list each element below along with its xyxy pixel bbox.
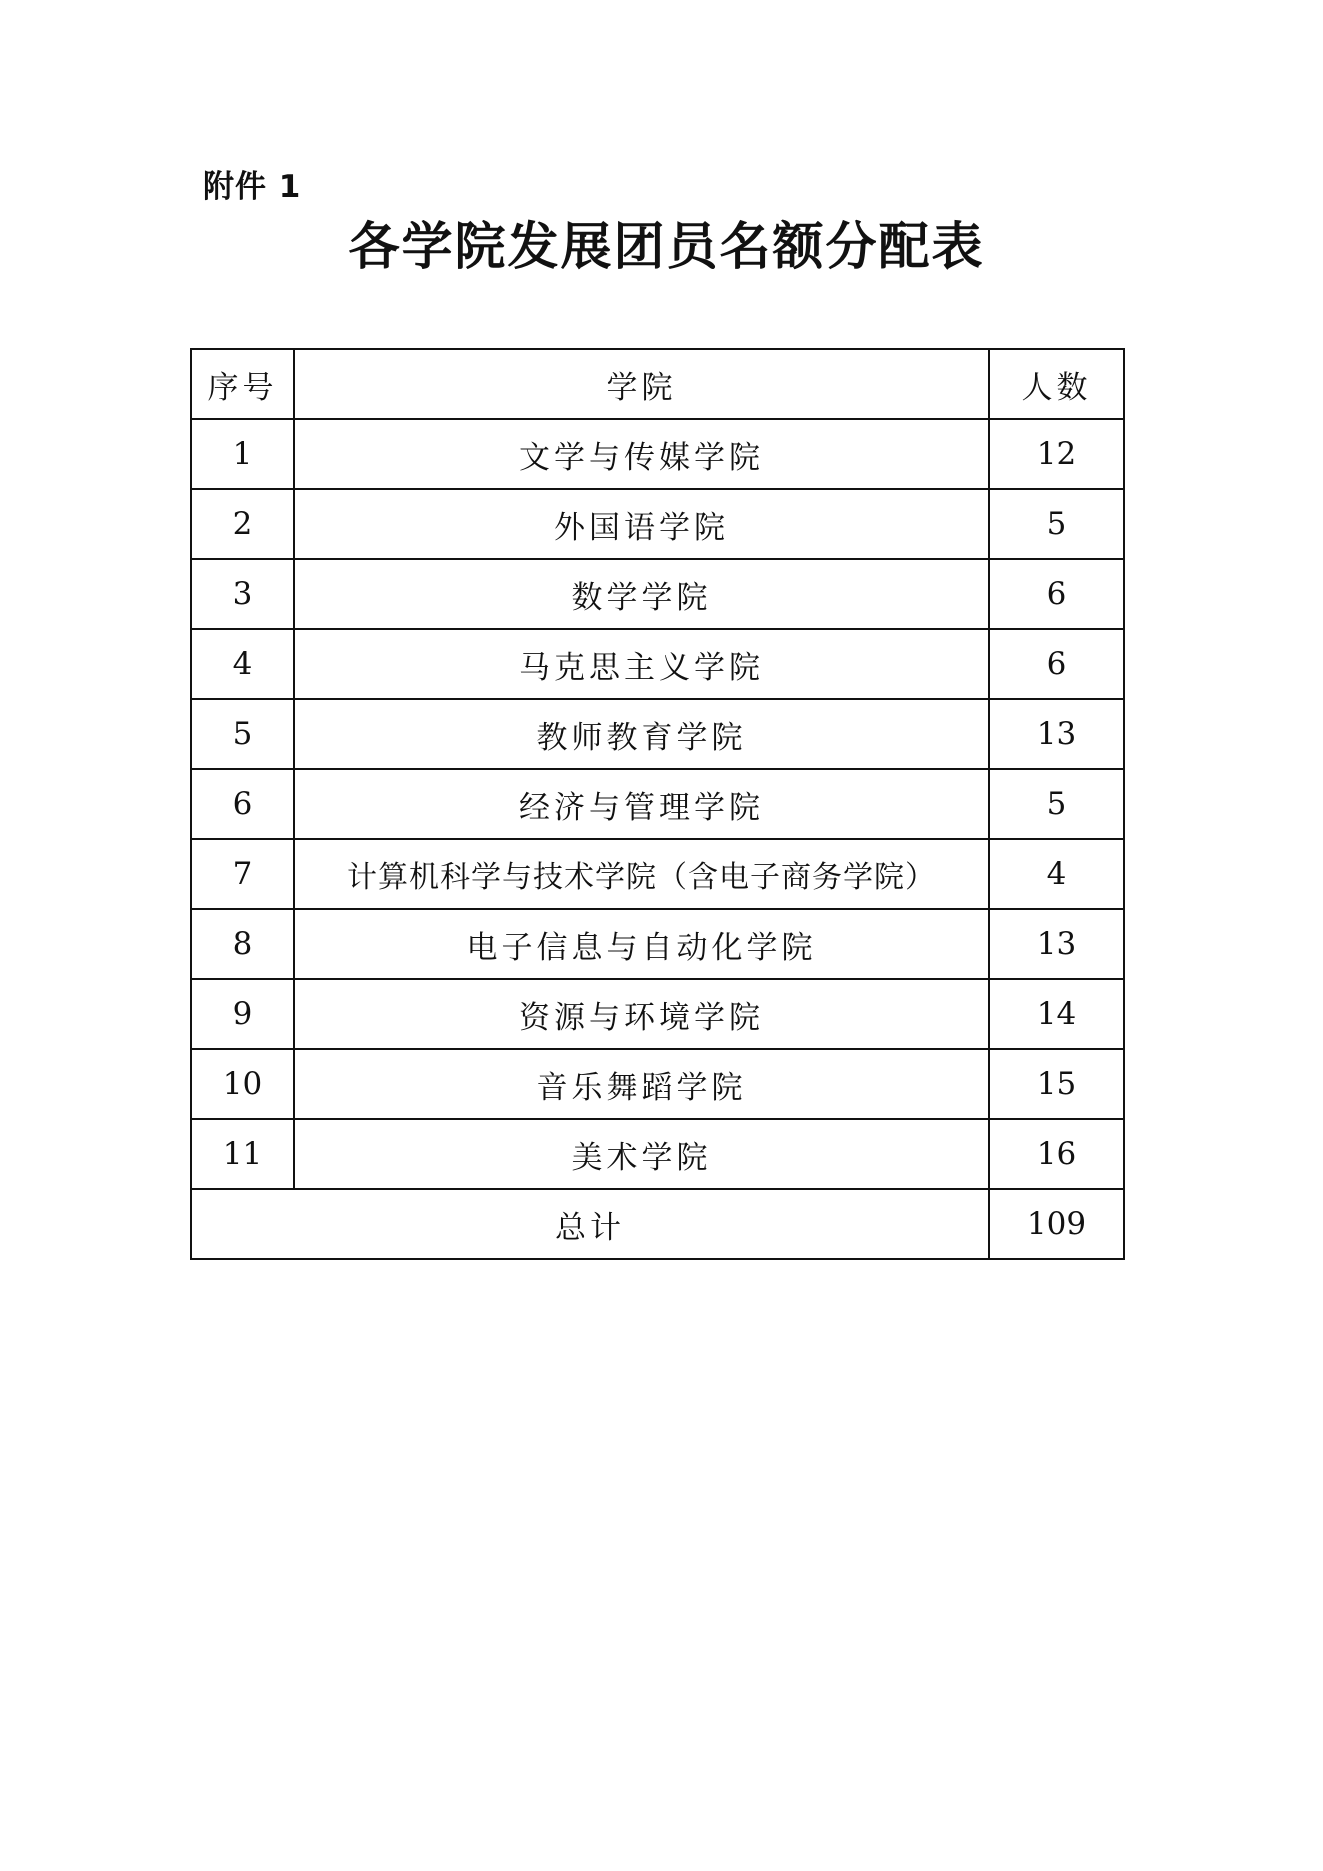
row-no: 10 <box>191 1049 294 1119</box>
row-college: 外国语学院 <box>294 489 989 559</box>
row-college: 经济与管理学院 <box>294 769 989 839</box>
row-count: 12 <box>989 419 1124 489</box>
row-no: 2 <box>191 489 294 559</box>
row-count: 5 <box>989 769 1124 839</box>
table-total-row <box>191 1189 1124 1259</box>
row-no: 1 <box>191 419 294 489</box>
row-no: 8 <box>191 909 294 979</box>
row-count: 14 <box>989 979 1124 1049</box>
row-count: 6 <box>989 559 1124 629</box>
header-count: 人数 <box>989 349 1124 419</box>
total-label: 总计 <box>191 1189 989 1259</box>
row-college: 音乐舞蹈学院 <box>294 1049 989 1119</box>
table-row <box>191 839 1124 909</box>
row-no: 7 <box>191 839 294 909</box>
row-no: 3 <box>191 559 294 629</box>
header-no: 序号 <box>191 349 294 419</box>
page-title: 各学院发展团员名额分配表 <box>348 217 985 277</box>
row-no: 5 <box>191 699 294 769</box>
row-college: 资源与环境学院 <box>294 979 989 1049</box>
row-count: 6 <box>989 629 1124 699</box>
table-row <box>191 629 1124 699</box>
row-count: 5 <box>989 489 1124 559</box>
table-row <box>191 1119 1124 1189</box>
quota-table <box>190 348 1125 1260</box>
row-no: 9 <box>191 979 294 1049</box>
table-row <box>191 699 1124 769</box>
table-row <box>191 559 1124 629</box>
attachment-label: 附件 1 <box>203 169 302 205</box>
row-college: 计算机科学与技术学院（含电子商务学院） <box>294 839 989 909</box>
row-college: 教师教育学院 <box>294 699 989 769</box>
table-row <box>191 489 1124 559</box>
row-college: 文学与传媒学院 <box>294 419 989 489</box>
header-college: 学院 <box>294 349 989 419</box>
table-row <box>191 769 1124 839</box>
row-count: 13 <box>989 699 1124 769</box>
row-no: 4 <box>191 629 294 699</box>
table-row <box>191 1049 1124 1119</box>
table-row <box>191 909 1124 979</box>
row-college: 美术学院 <box>294 1119 989 1189</box>
table-row <box>191 419 1124 489</box>
table-row <box>191 979 1124 1049</box>
row-count: 15 <box>989 1049 1124 1119</box>
row-college: 电子信息与自动化学院 <box>294 909 989 979</box>
row-count: 13 <box>989 909 1124 979</box>
row-no: 6 <box>191 769 294 839</box>
row-count: 16 <box>989 1119 1124 1189</box>
row-count: 4 <box>989 839 1124 909</box>
row-no: 11 <box>191 1119 294 1189</box>
table-header-row <box>191 349 1124 419</box>
total-count: 109 <box>989 1189 1124 1259</box>
row-college: 数学学院 <box>294 559 989 629</box>
row-college: 马克思主义学院 <box>294 629 989 699</box>
